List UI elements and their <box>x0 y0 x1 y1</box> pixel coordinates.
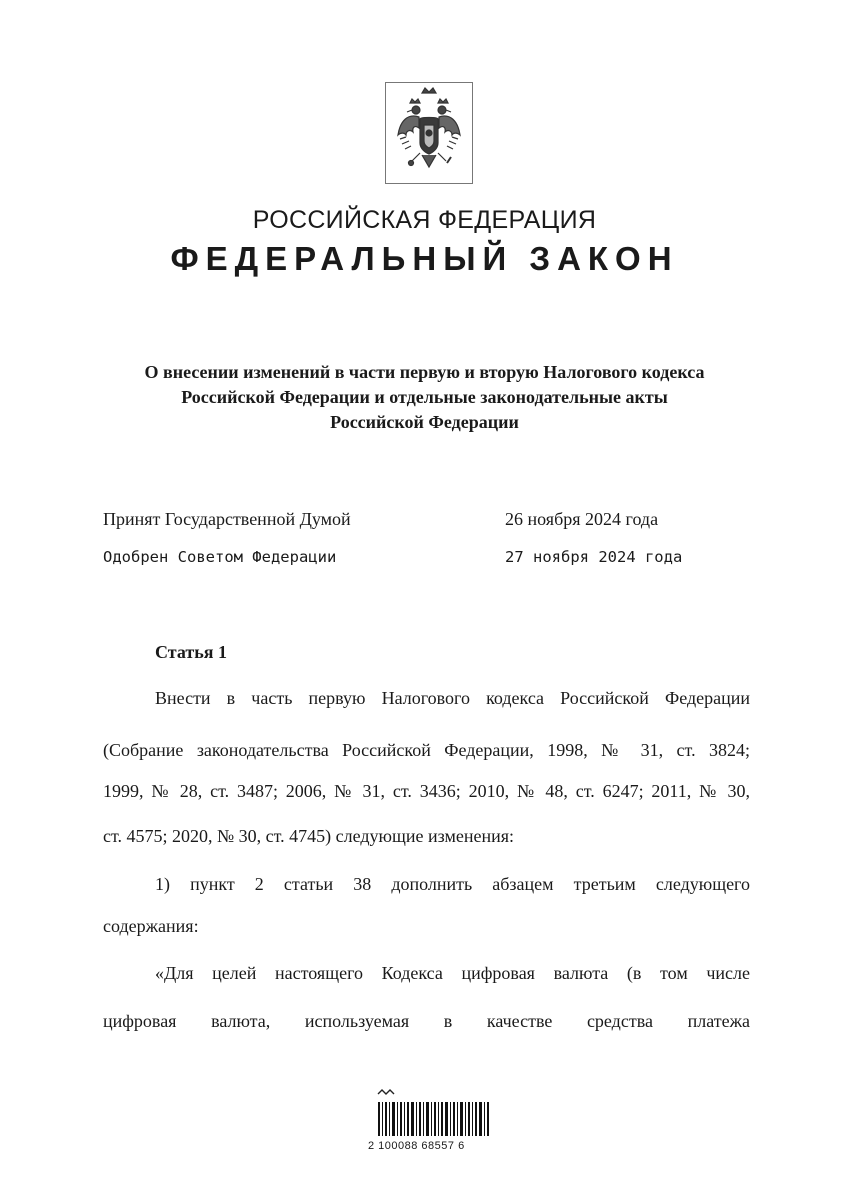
law-title-line: Российской Федерации и отдельные законодательные акты <box>181 387 668 407</box>
law-title-line: О внесении изменений в части первую и вторую Налогового кодекса <box>144 362 705 382</box>
adoption-date: 27 ноября 2024 года <box>505 548 683 566</box>
article-text-line: ст. 4575; 2020, № 30, ст. 4745) следующие изменения: <box>103 826 515 846</box>
law-title-line: Российской Федерации <box>330 412 519 432</box>
law-title <box>80 360 769 435</box>
law-type-heading: ФЕДЕРАЛЬНЫЙ ЗАКОН <box>170 240 679 277</box>
adoption-label: Одобрен Советом Федерации <box>103 548 337 566</box>
article-text-line: 1) пункт 2 статьи 38 дополнить абзацем третьим следующего <box>155 874 750 894</box>
adoption-row-duma <box>0 509 849 537</box>
article-text-line: содержания: <box>103 916 199 936</box>
article-text-line: «Для целей настоящего Кодекса цифровая валюта (в том числе <box>155 963 750 983</box>
emblem-icon <box>385 82 473 184</box>
double-headed-eagle-icon <box>386 83 472 183</box>
adoption-label: Принят Государственной Думой <box>103 509 351 529</box>
article-text-line: цифровая валюта, используемая в качестве средства платежа <box>103 1011 750 1031</box>
article-text-line: (Собрание законодательства Российской Федерации, 1998, № 31, ст. 3824; <box>103 740 750 760</box>
article-heading: Статья 1 <box>155 642 227 662</box>
adoption-date: 26 ноября 2024 года <box>505 509 659 529</box>
state-name: РОССИЙСКАЯ ФЕДЕРАЦИЯ <box>252 206 597 234</box>
article-text-line: Внести в часть первую Налогового кодекса Российской Федерации <box>155 688 750 708</box>
article-text-line: 1999, № 28, ст. 3487; 2006, № 31, ст. 3436; 2010, № 48, ст. 6247; 2011, № 30, <box>103 781 750 801</box>
barcode-number: 2 100088 68557 6 <box>368 1140 465 1152</box>
adoption-row-federation-council <box>0 548 849 576</box>
